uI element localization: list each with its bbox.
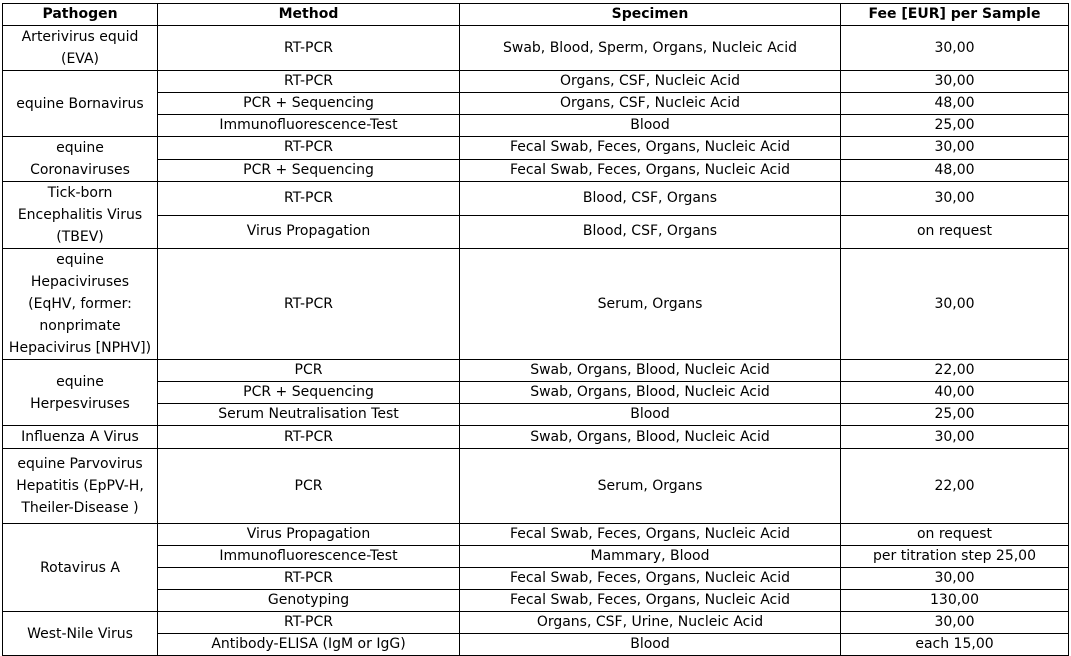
method-cell: RT-PCR	[158, 26, 460, 71]
specimen-cell: Fecal Swab, Feces, Organs, Nucleic Acid	[460, 568, 841, 590]
fee-cell: 22,00	[841, 360, 1069, 382]
method-cell: RT-PCR	[158, 426, 460, 449]
fee-cell: 22,00	[841, 449, 1069, 524]
specimen-cell: Fecal Swab, Feces, Organs, Nucleic Acid	[460, 137, 841, 160]
specimen-cell: Organs, CSF, Nucleic Acid	[460, 93, 841, 115]
fee-cell: 30,00	[841, 568, 1069, 590]
table-row	[3, 93, 1069, 115]
method-cell: Immunofluorescence-Test	[158, 546, 460, 568]
header-fee: Fee [EUR] per Sample	[841, 4, 1069, 26]
header-method: Method	[158, 4, 460, 26]
fee-cell: 30,00	[841, 249, 1069, 360]
specimen-cell: Fecal Swab, Feces, Organs, Nucleic Acid	[460, 524, 841, 546]
fee-cell: on request	[841, 524, 1069, 546]
pathogen-cell: Rotavirus A	[3, 524, 158, 612]
header-specimen: Specimen	[460, 4, 841, 26]
table-row	[3, 249, 1069, 360]
method-cell: RT-PCR	[158, 71, 460, 93]
table-row	[3, 404, 1069, 426]
fee-cell: 130,00	[841, 590, 1069, 612]
fee-cell: 30,00	[841, 26, 1069, 71]
specimen-cell: Blood	[460, 634, 841, 656]
table-row	[3, 449, 1069, 524]
fee-cell: each 15,00	[841, 634, 1069, 656]
pathogen-cell: equine Bornavirus	[3, 71, 158, 137]
method-cell: RT-PCR	[158, 568, 460, 590]
table-row	[3, 360, 1069, 382]
method-cell: PCR	[158, 449, 460, 524]
table-row	[3, 634, 1069, 656]
fee-cell: per titration step 25,00	[841, 546, 1069, 568]
specimen-cell: Swab, Organs, Blood, Nucleic Acid	[460, 360, 841, 382]
specimen-cell: Organs, CSF, Nucleic Acid	[460, 71, 841, 93]
table-row	[3, 426, 1069, 449]
method-cell: Virus Propagation	[158, 215, 460, 249]
pathogen-cell: West-Nile Virus	[3, 612, 158, 656]
specimen-cell: Fecal Swab, Feces, Organs, Nucleic Acid	[460, 159, 841, 182]
method-cell: Genotyping	[158, 590, 460, 612]
pathogen-cell: equine Coronaviruses	[3, 137, 158, 182]
specimen-cell: Blood	[460, 404, 841, 426]
fee-cell: 30,00	[841, 137, 1069, 160]
specimen-cell: Blood	[460, 115, 841, 137]
table-row	[3, 612, 1069, 634]
method-cell: RT-PCR	[158, 249, 460, 360]
specimen-cell: Blood, CSF, Organs	[460, 215, 841, 249]
table-row	[3, 568, 1069, 590]
fee-cell: 30,00	[841, 71, 1069, 93]
table-row	[3, 524, 1069, 546]
specimen-cell: Fecal Swab, Feces, Organs, Nucleic Acid	[460, 590, 841, 612]
method-cell: Virus Propagation	[158, 524, 460, 546]
table-row	[3, 590, 1069, 612]
pathogen-cell: Tick-born Encephalitis Virus (TBEV)	[3, 182, 158, 249]
specimen-cell: Organs, CSF, Urine, Nucleic Acid	[460, 612, 841, 634]
method-cell: Antibody-ELISA (IgM or IgG)	[158, 634, 460, 656]
method-cell: RT-PCR	[158, 612, 460, 634]
fee-cell: 48,00	[841, 93, 1069, 115]
pathogen-cell: equine Hepaciviruses (EqHV, former: nonprimate Hepacivirus [NPHV])	[3, 249, 158, 360]
table-row	[3, 382, 1069, 404]
specimen-cell: Blood, CSF, Organs	[460, 182, 841, 216]
pricing-table	[2, 3, 1069, 656]
header-pathogen: Pathogen	[3, 4, 158, 26]
table-row	[3, 115, 1069, 137]
method-cell: PCR + Sequencing	[158, 159, 460, 182]
table-row	[3, 546, 1069, 568]
table-row	[3, 215, 1069, 249]
header-row	[3, 4, 1069, 26]
table-row	[3, 182, 1069, 216]
pathogen-cell: Influenza A Virus	[3, 426, 158, 449]
specimen-cell: Swab, Organs, Blood, Nucleic Acid	[460, 426, 841, 449]
method-cell: Immunofluorescence-Test	[158, 115, 460, 137]
table-row	[3, 26, 1069, 71]
specimen-cell: Serum, Organs	[460, 449, 841, 524]
fee-cell: 30,00	[841, 182, 1069, 216]
fee-cell: 40,00	[841, 382, 1069, 404]
pathogen-cell: equine Parvovirus Hepatitis (EpPV-H, Theiler-Disease )	[3, 449, 158, 524]
pathogen-cell: Arterivirus equid (EVA)	[3, 26, 158, 71]
table-row	[3, 71, 1069, 93]
specimen-cell: Serum, Organs	[460, 249, 841, 360]
fee-cell: 30,00	[841, 426, 1069, 449]
fee-cell: 25,00	[841, 404, 1069, 426]
fee-cell: 30,00	[841, 612, 1069, 634]
table-row	[3, 137, 1069, 160]
method-cell: PCR + Sequencing	[158, 382, 460, 404]
fee-cell: 25,00	[841, 115, 1069, 137]
method-cell: RT-PCR	[158, 137, 460, 160]
table-row	[3, 159, 1069, 182]
method-cell: PCR + Sequencing	[158, 93, 460, 115]
pathogen-cell: equine Herpesviruses	[3, 360, 158, 426]
specimen-cell: Swab, Organs, Blood, Nucleic Acid	[460, 382, 841, 404]
method-cell: Serum Neutralisation Test	[158, 404, 460, 426]
specimen-cell: Swab, Blood, Sperm, Organs, Nucleic Acid	[460, 26, 841, 71]
method-cell: RT-PCR	[158, 182, 460, 216]
fee-cell: 48,00	[841, 159, 1069, 182]
method-cell: PCR	[158, 360, 460, 382]
fee-cell: on request	[841, 215, 1069, 249]
specimen-cell: Mammary, Blood	[460, 546, 841, 568]
